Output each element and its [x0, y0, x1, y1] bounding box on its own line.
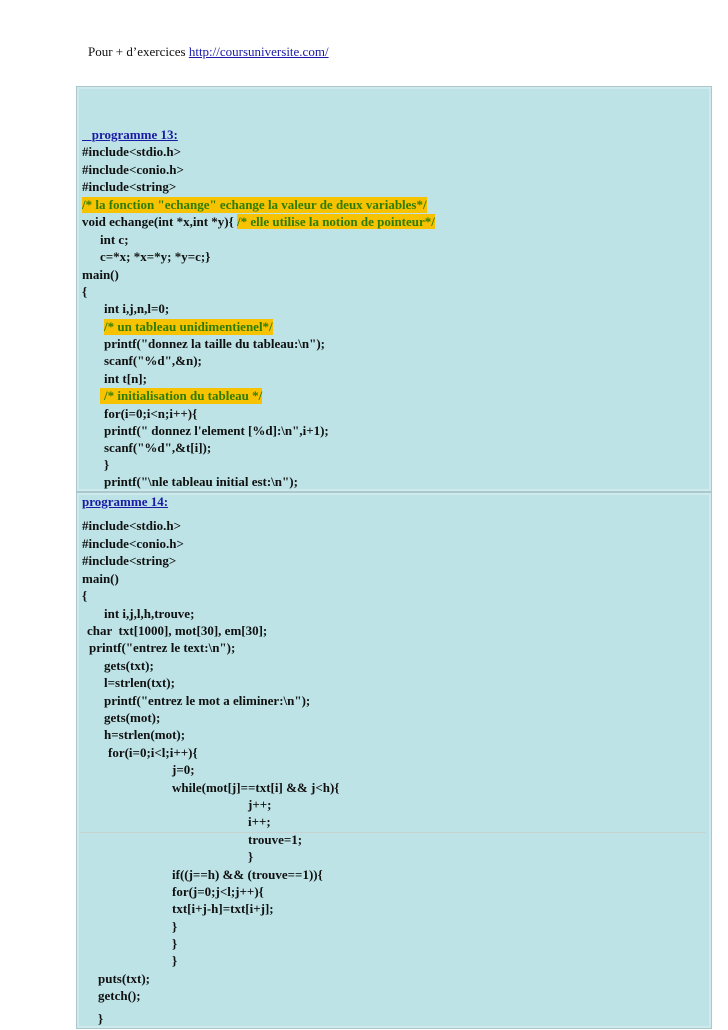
code-line: gets(txt);	[104, 658, 154, 673]
page-header	[88, 44, 329, 60]
code-text: void echange(int *x,int *y){	[82, 214, 237, 229]
code-line: printf(" donnez l'element [%d]:\n",i+1);	[104, 423, 329, 438]
code-line: scanf("%d",&n);	[104, 353, 202, 368]
code-line: #include<string>	[82, 553, 177, 568]
code-line: }	[248, 849, 254, 864]
code-line: }	[172, 953, 178, 968]
code-line: txt[i+j-h]=txt[i+j];	[172, 901, 274, 916]
code-line: for(i=0;i<n;i++){	[104, 406, 198, 421]
code-line: while(mot[j]==txt[i] && j<h){	[172, 780, 340, 795]
code-line: j=0;	[172, 762, 195, 777]
code-line: main()	[82, 571, 119, 586]
code-line: c=*x; *x=*y; *y=c;}	[100, 249, 211, 264]
code-line: printf("entrez le text:\n");	[89, 640, 236, 655]
code-line: for(j=0;j<l;j++){	[172, 884, 264, 899]
code-line: int t[n];	[104, 371, 147, 386]
code-line: h=strlen(mot);	[104, 727, 186, 742]
site-link[interactable]: http://coursuniversite.com/	[188, 44, 329, 59]
divider	[80, 828, 706, 833]
code-line: }	[104, 457, 110, 472]
code-line: #include<string>	[82, 179, 177, 194]
code-line: l=strlen(txt);	[104, 675, 175, 690]
header-text: Pour + d’exercices	[88, 44, 189, 59]
code-comment: /* elle utilise la notion de pointeur*/	[236, 214, 435, 229]
code-line: printf("\nle tableau initial est:\n");	[104, 474, 298, 489]
code-line: }	[98, 1011, 104, 1026]
code-line: {	[82, 588, 88, 603]
code-line: int c;	[100, 232, 129, 247]
code-line: gets(mot);	[104, 710, 161, 725]
code-comment: /* la fonction "echange" echange la valeur de deux variables*/	[82, 197, 427, 212]
code-line: }	[172, 936, 178, 951]
code-line: int i,j,l,h,trouve;	[104, 606, 195, 621]
code-line: j++;	[248, 797, 272, 812]
code-line: puts(txt);	[98, 971, 150, 986]
code-line: #include<stdio.h>	[82, 144, 181, 159]
code-line: #include<stdio.h>	[82, 518, 181, 533]
code-line: #include<conio.h>	[82, 536, 184, 551]
code-line: }	[172, 919, 178, 934]
code-line: printf("entrez le mot a eliminer:\n");	[104, 693, 311, 708]
code-line	[82, 214, 435, 230]
program-14-title[interactable]: programme 14:	[82, 494, 169, 509]
program-13-title[interactable]: programme 13:	[82, 127, 178, 142]
code-line: main()	[82, 267, 119, 282]
code-line: #include<conio.h>	[82, 162, 184, 177]
code-line: char txt[1000], mot[30], em[30];	[87, 623, 268, 638]
code-comment: /* un tableau unidimentienel*/	[104, 319, 273, 334]
code-line: if((j==h) && (trouve==1)){	[172, 867, 323, 882]
code-line: scanf("%d",&t[i]);	[104, 440, 212, 455]
code-line: trouve=1;	[248, 832, 303, 847]
code-line: int i,j,n,l=0;	[104, 301, 170, 316]
code-line: for(i=0;i<l;i++){	[108, 745, 198, 760]
code-line: printf("donnez la taille du tableau:\n");	[104, 336, 325, 351]
code-line: getch();	[98, 988, 141, 1003]
code-line: i++;	[248, 814, 271, 829]
code-comment: /* initialisation du tableau */	[100, 388, 262, 404]
code-line: {	[82, 284, 88, 299]
